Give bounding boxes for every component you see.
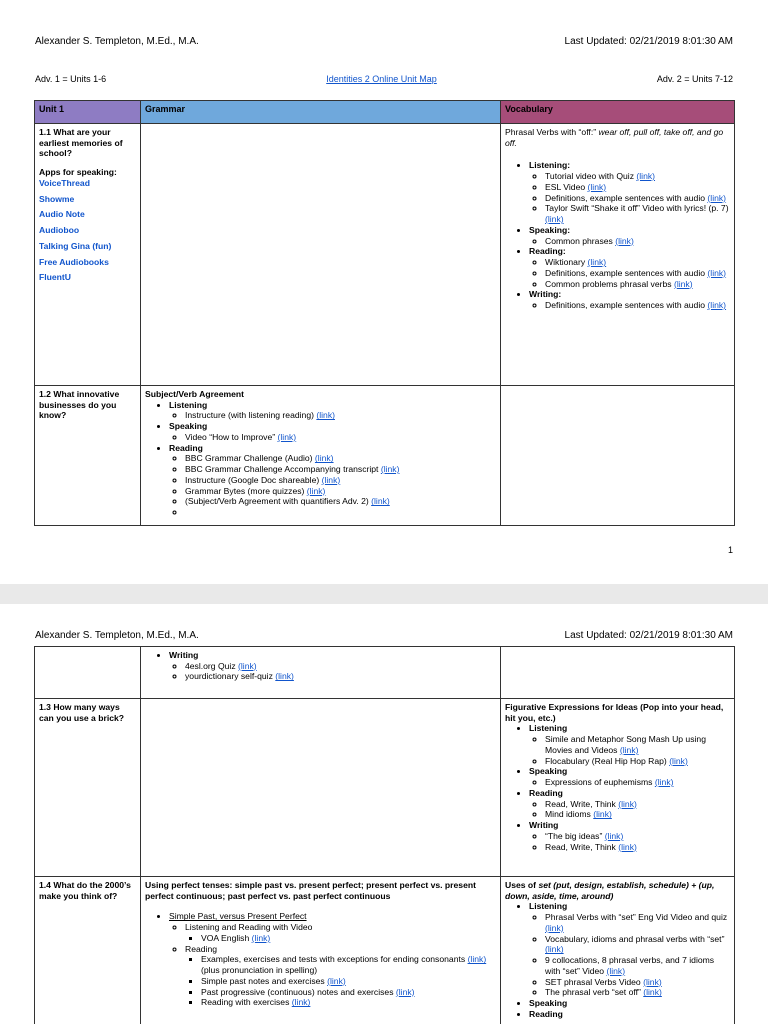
list-item: • Writing ◦ 4esl.org Quiz (link) ◦ yourdictionary self-quiz (link) [169, 650, 496, 682]
grammar-cell [141, 877, 501, 1024]
list-item: ◦ Definitions, example sentences with audio (link) [545, 300, 730, 311]
last-updated: Last Updated: 02/21/2019 8:01:30 AM [564, 36, 733, 47]
list-item: ◦ “The big ideas” (link) [545, 831, 730, 842]
author-name: Alexander S. Templeton, M.Ed., M.A. [35, 36, 199, 47]
app-link-audioboo[interactable]: Audioboo [39, 225, 80, 236]
list-item: • Speaking [529, 998, 730, 1009]
resource-link[interactable]: (link) [277, 431, 297, 442]
page-header [35, 36, 733, 47]
resource-link[interactable]: (link) [707, 267, 727, 278]
question-1-4: 1.4 What do the 2000’s make you think of? [39, 880, 131, 901]
table-row [35, 124, 735, 386]
list-item: • Simple Past, versus Present Perfect ◦ Listening and Reading with Video ▪ VOA English (link) ◦ Reading ▪ Examples, exercises and tests with exceptions for ending consonants (link) (plus pronunciation in spelling) ▪ Simple past notes and exercises (link) ▪ Past progressive (continuous) notes and exercises (link) ▪ Reading with exercises (link) [169, 911, 496, 1008]
grammar-cell [141, 647, 501, 699]
list-item: • Reading ◦ BBC Grammar Challenge (Audio) (link) ◦ BBC Grammar Challenge Accompanying transcript (link) ◦ Instructure (Google Doc shareable) (link) ◦ Grammar Bytes (more quizzes) (link) ◦ (Subject/Verb Agreement with quantifiers Adv. 2) (link) ◦ [169, 443, 496, 518]
resource-link[interactable]: (link) [619, 744, 639, 755]
grammar-cell [141, 699, 501, 877]
vocab-intro-examples: wear off, pull off, take off, and go off. [505, 127, 724, 148]
question-1-1: 1.1 What are your earliest memories of school? [39, 127, 123, 159]
question-1-3: 1.3 How many ways can you use a brick? [39, 702, 125, 723]
unit-map-table-continued [34, 646, 735, 1024]
unit-cell [35, 124, 141, 386]
table-row [35, 386, 735, 526]
list-item: ◦ 9 collocations, 8 phrasal verbs, and 7 idioms with “set” Video (link) [545, 955, 730, 976]
list-item: ◦ Reading ▪ Examples, exercises and tests with exceptions for ending consonants (link) (plus pronunciation in spelling) ▪ Simple past notes and exercises (link) ▪ Past progressive (continuous) notes and exercises (link) ▪ Reading with exercises (link) [185, 944, 496, 1008]
list-item: • Writing: ◦ Definitions, example sentences with audio (link) [529, 289, 730, 310]
list-item: • Speaking ◦ Expressions of euphemisms (link) [529, 766, 730, 787]
unit-cell [35, 386, 141, 526]
list-item: ◦ Instructure (with listening reading) (link) [185, 410, 496, 421]
vocab-topic: Uses of set (put, design, establish, schedule) + (up, down, aside, time, around) [505, 880, 715, 901]
grammar-topic: Using perfect tenses: simple past vs. present perfect; present perfect vs. present perfect continuous; past perfect vs. past perfect continuous [145, 880, 476, 901]
vocabulary-cell [501, 124, 735, 386]
list-item: ▪ Reading with exercises (link) [201, 997, 496, 1008]
list-item: ◦ Common phrases (link) [545, 236, 730, 247]
question-1-2: 1.2 What innovative businesses do you know? [39, 389, 120, 421]
table-row [35, 877, 735, 1024]
grammar-topic: Subject/Verb Agreement [145, 389, 245, 399]
list-item: • Speaking: ◦ Common phrases (link) [529, 225, 730, 246]
list-item: ◦ Taylor Swift “Shake it off” Video with lyrics! (p. 7) (link) [545, 203, 730, 224]
table-header-row [35, 101, 735, 124]
resource-link[interactable]: (link) [618, 841, 637, 852]
list-item: ◦ Read, Write, Think (link) [545, 799, 730, 810]
list-item: ◦ Definitions, example sentences with audio (link) [545, 193, 730, 204]
list-item: ◦ (Subject/Verb Agreement with quantifiers Adv. 2) (link) [185, 496, 496, 507]
vocabulary-header: Vocabulary [501, 101, 735, 124]
resource-link[interactable]: (link) [321, 474, 341, 485]
list-item: ▪ VOA English (link) [201, 933, 496, 944]
vocab-intro: Phrasal Verbs with “off:” [505, 127, 597, 137]
grammar-cell [141, 124, 501, 386]
resource-link[interactable]: (link) [275, 671, 294, 682]
list-item: ◦ Mind idioms (link) [545, 809, 730, 820]
list-item: ◦ Grammar Bytes (more quizzes) (link) [185, 486, 496, 497]
resource-link[interactable]: (link) [643, 987, 662, 998]
resource-link[interactable]: (link) [238, 660, 257, 671]
list-item: • Listening: ◦ Tutorial video with Quiz (link) ◦ ESL Video (link) ◦ Definitions, example sentences with audio (link) ◦ Taylor Swift “Shake it off” Video with lyrics! (p. 7) (link) [529, 160, 730, 224]
page-number: 1 [727, 545, 733, 555]
app-link-talking-gina[interactable]: Talking Gina (fun) [39, 240, 112, 251]
resource-link[interactable]: (link) [380, 464, 400, 475]
vocabulary-cell [501, 647, 735, 699]
list-item: ◦ BBC Grammar Challenge (Audio) (link) [185, 453, 496, 464]
list-item: ◦ Expressions of euphemisms (link) [545, 777, 730, 788]
unit-map-link[interactable]: Identities 2 Online Unit Map [326, 74, 437, 84]
list-item: • Reading: ◦ Wiktionary (link) ◦ Definitions, example sentences with audio (link) ◦ Common problems phrasal verbs (link) [529, 246, 730, 289]
resource-link[interactable]: (link) [636, 171, 656, 182]
unit-cell [35, 647, 141, 699]
list-item: • Speaking ◦ Video “How to Improve” (link) [169, 421, 496, 442]
app-link-showme[interactable]: Showme [39, 193, 75, 204]
unit-cell [35, 877, 141, 1024]
list-item: ◦ Definitions, example sentences with audio (link) [545, 268, 730, 279]
list-item: ▪ Examples, exercises and tests with exceptions for ending consonants (link) (plus pronunciation in spelling) [201, 954, 496, 975]
resource-link[interactable]: (link) [618, 798, 637, 809]
resource-link[interactable]: (link) [371, 496, 390, 507]
list-item: ◦ Listening and Reading with Video ▪ VOA English (link) [185, 922, 496, 943]
resource-link[interactable]: (link) [707, 192, 727, 203]
list-item: ◦ SET phrasal Verbs Video (link) [545, 977, 730, 988]
resource-link[interactable]: (link) [545, 214, 564, 225]
apps-label: Apps for speaking: [39, 167, 117, 178]
resource-link[interactable]: (link) [643, 976, 662, 987]
grammar-header: Grammar [141, 101, 501, 124]
list-item [185, 507, 496, 518]
list-item: ◦ yourdictionary self-quiz (link) [185, 671, 496, 682]
resource-link[interactable]: (link) [615, 235, 634, 246]
resource-link[interactable]: (link) [593, 809, 612, 820]
last-updated: Last Updated: 02/21/2019 8:01:30 AM [564, 630, 733, 641]
resource-link[interactable]: (link) [587, 257, 607, 268]
resource-link[interactable]: (link) [467, 954, 487, 965]
list-item: ◦ Simile and Metaphor Song Mash Up using Movies and Videos (link) [545, 734, 730, 755]
resource-link[interactable]: (link) [327, 975, 346, 986]
table-row [35, 647, 735, 699]
list-item: ▪ Past progressive (continuous) notes and exercises (link) [201, 987, 496, 998]
resource-link[interactable]: (link) [606, 965, 626, 976]
list-item: ◦ Flocabulary (Real Hip Hop Rap) (link) [545, 756, 730, 767]
list-item: ◦ Video “How to Improve” (link) [185, 432, 496, 443]
unit-map-table [34, 100, 735, 526]
list-item: • Writing ◦ “The big ideas” (link) ◦ Read, Write, Think (link) [529, 820, 730, 852]
list-item: • Reading [529, 1009, 730, 1020]
app-link-free-audiobooks[interactable]: Free Audiobooks [39, 256, 109, 267]
unit-header: Unit 1 [35, 101, 141, 124]
resource-link[interactable]: (link) [314, 453, 334, 464]
list-item: ◦ Phrasal Verbs with “set” Eng Vid Video and quiz (link) [545, 912, 730, 933]
unit-cell [35, 699, 141, 877]
list-item: ▪ Simple past notes and exercises (link) [201, 976, 496, 987]
grammar-cell [141, 386, 501, 526]
resource-link[interactable]: (link) [604, 830, 624, 841]
list-item: • Listening ◦ Phrasal Verbs with “set” Eng Vid Video and quiz (link) ◦ Vocabulary, idioms and phrasal verbs with “set” (link) ◦ 9 collocations, 8 phrasal verbs, and 7 idioms with “set” Video (link) ◦ SET phrasal Verbs Video (link) ◦ The phrasal verb “set off” (link) [529, 901, 730, 998]
author-name: Alexander S. Templeton, M.Ed., M.A. [35, 630, 199, 641]
resource-link[interactable]: (link) [316, 410, 335, 421]
resource-link[interactable]: (link) [654, 777, 674, 788]
list-item: ◦ Wiktionary (link) [545, 257, 730, 268]
list-item: ◦ Vocabulary, idioms and phrasal verbs with “set” (link) [545, 934, 730, 955]
resource-link[interactable]: (link) [545, 944, 564, 955]
app-link-audio-note[interactable]: Audio Note [39, 209, 85, 220]
resource-link[interactable]: (link) [673, 278, 693, 289]
list-item: ◦ BBC Grammar Challenge Accompanying transcript (link) [185, 464, 496, 475]
vocab-topic: Figurative Expressions for Ideas (Pop into your head, hit you, etc.) [505, 702, 724, 723]
resource-link[interactable]: (link) [395, 986, 415, 997]
list-item: ◦ The phrasal verb “set off” (link) [545, 987, 730, 998]
resource-link[interactable]: (link) [251, 932, 271, 943]
resource-link[interactable]: (link) [306, 485, 326, 496]
list-item: ◦ Common problems phrasal verbs (link) [545, 279, 730, 290]
resource-link[interactable]: (link) [587, 181, 607, 192]
resource-link[interactable]: (link) [707, 300, 727, 311]
app-link-voicethread[interactable]: VoiceThread [39, 177, 90, 188]
resource-link[interactable]: (link) [291, 997, 311, 1008]
list-item: • Reading ◦ Read, Write, Think (link) ◦ Mind idioms (link) [529, 788, 730, 820]
list-item: ◦ 4esl.org Quiz (link) [185, 661, 496, 672]
app-link-fluentu[interactable]: FluentU [39, 272, 71, 283]
list-item: ◦ Read, Write, Think (link) [545, 842, 730, 853]
list-item: • Listening ◦ Simile and Metaphor Song Mash Up using Movies and Videos (link) ◦ Flocabulary (Real Hip Hop Rap) (link) [529, 723, 730, 766]
resource-link[interactable]: (link) [545, 922, 564, 933]
list-item: ◦ Tutorial video with Quiz (link) [545, 171, 730, 182]
list-item: ◦ ESL Video (link) [545, 182, 730, 193]
vocabulary-cell [501, 699, 735, 877]
vocabulary-cell [501, 877, 735, 1024]
unit-range-bar [35, 74, 733, 84]
page-header [35, 630, 733, 641]
table-row [35, 699, 735, 877]
adv2-label: Adv. 2 = Units 7-12 [656, 74, 733, 84]
list-item: ◦ Instructure (Google Doc shareable) (link) [185, 475, 496, 486]
document-page-2 [0, 604, 768, 1024]
resource-link[interactable]: (link) [669, 755, 688, 766]
adv1-label: Adv. 1 = Units 1-6 [35, 74, 107, 84]
vocabulary-cell [501, 386, 735, 526]
list-item: • Listening ◦ Instructure (with listening reading) (link) [169, 400, 496, 421]
